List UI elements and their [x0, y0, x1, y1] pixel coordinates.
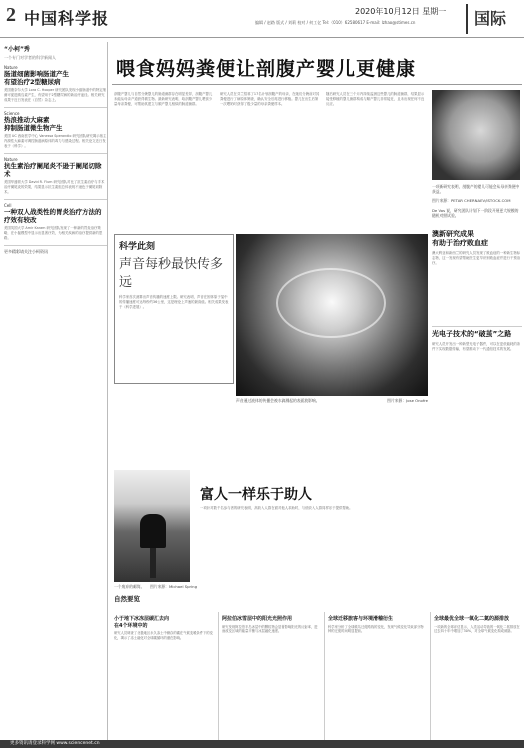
xiaohe-title: “小柯”秀: [4, 46, 30, 53]
divider: [4, 199, 107, 200]
masthead: [0, 0, 524, 38]
baby-photo: [432, 90, 520, 180]
bottom-article-title: 阿拉伯冰雪层中的阳光光照作用: [222, 616, 293, 622]
brief-tag: Science: [4, 111, 20, 117]
brief-title: 热浪推动大麻素: [4, 116, 50, 125]
bottom-article-body: 科学家分析了全球候鸟迁徙路线的变化，发现气候变化导致部分物种的迁徙时间明显提前。: [328, 624, 424, 634]
right-article-title-line2: 有助于治疗败血症: [432, 239, 488, 248]
science-now-box: [114, 234, 234, 384]
mailbox-photo: [114, 470, 190, 582]
drop-photo-caption: 声音通过液体的传播会被水滴溅起的表面波影响。: [236, 398, 320, 403]
brief-title-line2: 抑制肠道微生物产生: [4, 124, 63, 133]
divider: [432, 326, 522, 327]
brief-body: 美国华盛顿大学 David R. Flum 研究团队对比了抗生素治疗与手术治疗阑尾炎的效果，结果显示抗生素组总体表现不逊色于阑尾切除术。: [4, 180, 105, 195]
newspaper-logo: 中国科学报: [24, 9, 110, 28]
brief-title: 抗生素治疗阑尾炎不逊于阑尾切除术: [4, 162, 102, 179]
bottom-article-title: 全球最优全球一氧化二氮的源排放: [434, 616, 510, 622]
bottom-article: [114, 616, 214, 740]
water-ring: [276, 268, 386, 338]
bottom-article-title-line2: 在4个环境中的: [114, 622, 148, 629]
bottom-article-body: 一项新的全球评估显示，人类活动导致的一氧化二氮排放在过去四十年中增加了30%，对全球气候变化构成威胁。: [434, 624, 520, 634]
divider: [218, 612, 219, 740]
brief-title: 肠道细菌影响肠道产生: [4, 70, 69, 78]
baby-photo-credit: 图片来源：PETAR CHERNAEV/ISTOCK.COM: [432, 198, 511, 203]
divider: [112, 84, 522, 85]
page-number: 2: [6, 4, 16, 26]
article-column: 研究人员在芬兰招募了17名计划剖腹产的母亲，在她们分娩前对其粪便进行了病原体筛查，确认安全后再进行移植。婴儿在出生后第一次喂奶时获得了极少量的母亲粪便样本。: [220, 92, 320, 106]
brief-item: [4, 65, 107, 103]
mailbox-post: [150, 548, 156, 578]
sub-headline: 富人一样乐于助人: [200, 487, 312, 503]
brief-tag: Nature: [4, 65, 18, 70]
baby-photo-caption: 一项新研究表明，剖腹产的婴儿可能会从母亲粪便中获益。: [432, 184, 520, 195]
baby-photo-note: De Vos 说，研究团队计划下一阶段开展更大规模的随机对照试验。: [432, 208, 519, 219]
brief-item: [4, 203, 107, 241]
right-article-body: 研究人员开发出一种新型光电子器件，可以在更低能耗的条件下实现数据传输，有望推动下一代通信技术的发展。: [432, 342, 521, 352]
bottom-article: [328, 616, 426, 740]
science-box-head: 科学此刻: [119, 242, 156, 252]
brief-tag: Nature: [4, 157, 18, 163]
brief-body: 美国 UC 西南医学中心 Vanessa Sperandio 研究团队研究揭示宿主内源性大麻素可调控肠道病原体的毒力与感染过程。相关论文近日发表于《科学》。: [4, 134, 107, 149]
brief-item: [4, 157, 107, 195]
page-footer: [0, 740, 524, 748]
mailbox-shape: [140, 514, 166, 548]
section-tag: 国际: [466, 4, 522, 34]
right-article-title: 澳新研究成果: [432, 230, 474, 238]
main-headline: 喂食妈妈粪便让剖腹产婴儿更健康: [116, 58, 417, 80]
brief-title-line2: 有望治疗2型糖尿病: [4, 78, 61, 87]
brief-body: 美国英国大学 Amir Karam 研究团队发现了一种新的胃炎治疗策略，在小鼠模型中显示出显著疗效，为相关疾病的治疗提供新的思路。: [4, 226, 103, 241]
divider: [4, 153, 107, 154]
bottom-article-title: 小于地下冰冻层碳汇去向: [114, 616, 170, 622]
left-footer-note: 更多精彩请关注小柯资讯: [4, 249, 48, 255]
divider: [4, 245, 107, 246]
article-column: 随后研究人员在三个月内持续监测这些婴儿的肠道菌群，结果显示接受移植的婴儿菌群构成与顺产婴儿非常接近，且未出现任何不良反应。: [326, 92, 425, 106]
right-column: [432, 230, 522, 352]
science-box-title: 声音每秒最快传多远: [119, 257, 224, 290]
xiaohe-subtitle: 一个专门对学者的科学新闻人: [4, 55, 56, 60]
bottom-article: [434, 616, 520, 740]
bottom-article-body: 研究发现阿拉伯半岛冰层中的颗粒物会显著影响阳光的反射率，进而改变区域的能量平衡与冰层融化速度。: [222, 624, 318, 634]
left-column: [4, 42, 108, 742]
brief-item: [4, 111, 107, 149]
nature-digest-tag: 自然要览: [114, 595, 140, 603]
sub-article-body: 一项针对数千名参与者的研究表明，高收入人群在面对他人求助时，与低收入人群同样乐于提供帮助。: [200, 506, 353, 510]
brief-tag: Cell: [4, 203, 12, 209]
mailbox-credit: 图片来源：Michael Spring: [150, 584, 197, 589]
drop-photo-credit: 图片来源：Jose Onofre: [387, 398, 428, 403]
divider: [4, 107, 107, 108]
issue-date: 2020年10月12日 星期一: [355, 7, 447, 16]
footer-text: 更多资讯请登录科学网 www.sciencenet.cn: [10, 741, 100, 746]
right-article-body: 澳大利亚和新西兰的研究人员发现了败血症的一种新生物标志物，这一发现有望帮助医生更早识别败血症并进行干预治疗。: [432, 251, 521, 266]
brief-title: 一种双人战类性的胃炎治疗方法的: [4, 208, 102, 217]
water-drop-photo: [236, 234, 428, 396]
divider: [324, 612, 325, 740]
brief-body: 美国康奈尔大学 Lora C. Hooper 研究团队发现小鼠肠道中的特定细菌可促进胰岛素产生，有望用于2型糖尿病的新治疗途径。相关研究成果于近日发表在《自然》杂志上。: [4, 88, 107, 103]
right-article-title: 光电子技术的“破茧”之路: [432, 330, 512, 338]
bottom-article: [222, 616, 320, 740]
editor-contacts: 编辑 / 赵路 版式 / 刘莉 校对 / 何工亿 Tel:（010）62580617 E-mail: lzhao@stimes.cn: [255, 20, 416, 25]
science-box-body: 科学家首次测算出声音传播的速度上限。研究表明，声音在固体原子氢中的传播速度可达每秒约36公里，这是理论上声速的最高值。相关成果发表于《科学进展》。: [119, 295, 229, 309]
article-column: 剖腹产婴儿与自然分娩婴儿的肠道菌群存在明显差异，剖腹产婴儿未能从母亲产道获得微生物。最新研究表明，给剖腹产婴儿喂食少量母亲粪便，可帮助其建立与顺产婴儿相似的肠道菌群。: [114, 92, 213, 106]
bottom-article-body: 研究人员调查了北极地区永久冻土中储存的碳在气候变暖条件下的变化，揭示了冻土融化对全球碳循环的潜在影响。: [114, 631, 213, 640]
mailbox-caption: 一个废弃的邮筒。: [114, 584, 145, 589]
bottom-article-title: 全球迁移旅客与环境滑稽衍生: [328, 616, 394, 622]
divider: [430, 612, 431, 740]
brief-title-line2: 疗效有较改: [4, 216, 37, 225]
